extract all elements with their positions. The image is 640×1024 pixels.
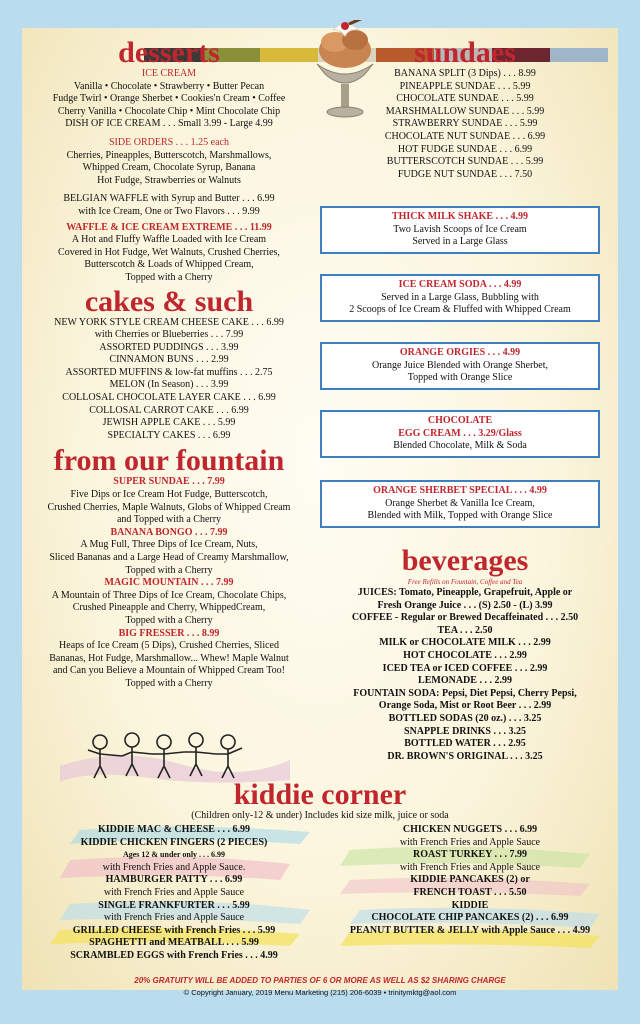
special-box [320, 410, 600, 458]
sundaes-section [360, 38, 570, 181]
cake-item: JEWISH APPLE CAKE . . . 5.99 [102, 417, 236, 429]
sundae-item: MARSHMALLOW SUNDAE . . . 5.99 [385, 105, 545, 117]
special-desc: Topped with Orange Slice [407, 372, 513, 384]
sundae-item: CHOCOLATE NUT SUNDAE . . . 6.99 [384, 130, 546, 142]
special-title: EGG CREAM . . . 3.29/Glass [398, 427, 522, 439]
fountain-item-desc: Sliced Bananas and a Large Head of Creamy Marshmallow, [49, 552, 289, 563]
dish-of-ice-cream: DISH OF ICE CREAM . . . Small 3.99 - Large 4.99 [65, 118, 273, 130]
beverage-item: ICED TEA or ICED COFFEE . . . 2.99 [382, 662, 548, 674]
beverage-item: JUICES: Tomato, Pineapple, Grapefruit, Apple or [357, 587, 573, 598]
beverages-title: beverages [401, 544, 529, 577]
kiddie-item: SCRAMBLED EGGS with French Fries . . . 4.99 [70, 949, 278, 961]
special-title: ICE CREAM SODA . . . 4.99 [398, 279, 522, 290]
special-desc: Blended Chocolate, Milk & Soda [393, 440, 527, 452]
sundae-item: STRAWBERRY SUNDAE . . . 5.99 [392, 118, 538, 130]
cake-item: MELON (In Season) . . . 3.99 [109, 379, 229, 391]
sundaes-title: sundaes [414, 36, 516, 69]
cake-item: SPECIALTY CAKES . . . 6.99 [107, 429, 231, 441]
cake-item: with Cherries or Blueberries . . . 7.99 [94, 329, 244, 341]
kiddie-item: with French Fries and Apple Sauce. [102, 861, 246, 873]
kiddie-item: with French Fries and Apple Sauce [399, 836, 541, 848]
kiddie-item: CHOCOLATE CHIP PANCAKES (2) . . . 6.99 [371, 912, 569, 924]
sundae-item: CHOCOLATE SUNDAE . . . 5.99 [396, 93, 534, 105]
flavor-line: Fudge Twirl • Orange Sherbet • Cookies'n Cream • Coffee [52, 93, 286, 105]
beverage-item: HOT CHOCOLATE . . . 2.99 [403, 649, 527, 661]
kiddie-right-list [330, 824, 610, 937]
special-desc: Two Lavish Scoops of Ice Cream [393, 223, 527, 235]
side-desc: Hot Fudge, Strawberries or Walnuts [97, 174, 241, 186]
gratuity-note: 20% GRATUITY WILL BE ADDED TO PARTIES OF 6 OR MORE AS WELL AS $2 SHARING CHARGE [134, 976, 506, 985]
fountain-item-desc: A Mug Full, Three Dips of Ice Cream, Nuts, [80, 539, 258, 551]
special-desc: Served in a Large Glass, Bubbling with [381, 291, 539, 303]
kiddie-left-list [44, 824, 304, 963]
fountain-item-desc: Topped with a Cherry [125, 614, 213, 626]
kiddie-item: KIDDIE PANCAKES (2) or [410, 874, 530, 886]
fountain-item-desc: Five Dips or Ice Cream Hot Fudge, Butterscotch, [70, 489, 268, 501]
fountain-item-desc: A Mountain of Three Dips of Ice Cream, Chocolate Chips, [51, 589, 287, 601]
kids-holding-hands-icon [60, 726, 290, 786]
beverage-item: FOUNTAIN SODA: Pepsi, Diet Pepsi, Cherry Pepsi, [353, 687, 577, 699]
fountain-list [24, 476, 314, 690]
special-desc: Blended with Milk, Topped with Orange Slice [367, 510, 553, 522]
special-desc: Served in a Large Glass [412, 236, 508, 248]
sundae-item: BANANA SPLIT (3 Dips) . . . 8.99 [394, 68, 536, 79]
kiddie-item: SINGLE FRANKFURTER . . . 5.99 [98, 899, 250, 911]
ice-cream-label: ICE CREAM [141, 68, 197, 79]
fountain-title: from our fountain [53, 444, 285, 478]
extreme-desc: Butterscotch & Loads of Whipped Cream, [84, 259, 254, 271]
beverage-item: SNAPPLE DRINKS . . . 3.25 [404, 725, 526, 737]
kiddie-item: with French Fries and Apple Sauce [103, 912, 245, 924]
sundae-item: HOT FUDGE SUNDAE . . . 6.99 [397, 143, 533, 155]
cakes-list [24, 317, 314, 443]
fountain-item-name: BIG FRESSER . . . 8.99 [118, 627, 220, 639]
side-desc: Whipped Cream, Chocolate Syrup, Banana [82, 162, 256, 174]
special-desc: Orange Juice Blended with Orange Sherbet, [371, 359, 549, 371]
fountain-item-name: MAGIC MOUNTAIN . . . 7.99 [104, 577, 234, 589]
beverage-item: COFFEE - Regular or Brewed Decaffeinated . . . 2.50 [351, 612, 579, 624]
sundae-item: FUDGE NUT SUNDAE . . . 7.50 [397, 168, 533, 180]
sundae-item: PINEAPPLE SUNDAE . . . 5.99 [399, 80, 531, 92]
flavor-line: Vanilla • Chocolate • Strawberry • Butter Pecan [73, 80, 265, 92]
desserts-title: desserts [118, 36, 220, 69]
kiddie-title: kiddie corner [233, 778, 407, 811]
special-desc: Orange Sherbet & Vanilla Ice Cream, [385, 497, 535, 509]
kiddie-item: KIDDIE [451, 899, 489, 911]
beverage-item: MILK or CHOCOLATE MILK . . . 2.99 [379, 637, 551, 649]
kiddie-item: FRENCH TOAST . . . 5.50 [413, 886, 527, 898]
fountain-item-desc: Bananas, Hot Fudge, Marshmallow... Whew! Maple Walnut [49, 652, 289, 664]
extreme-desc: Topped with a Cherry [125, 271, 213, 283]
sundae-item: BUTTERSCOTCH SUNDAE . . . 5.99 [386, 156, 544, 168]
beverages-note: Free Refills on Fountain, Coffee and Tea [407, 578, 523, 586]
beverage-item: BOTTLED WATER . . . 2.95 [404, 738, 526, 750]
cake-item: ASSORTED PUDDINGS . . . 3.99 [99, 341, 239, 353]
cake-item: CINNAMON BUNS . . . 2.99 [109, 354, 229, 366]
kiddie-item: with French Fries and Apple Sauce [399, 861, 541, 873]
side-orders-title: SIDE ORDERS . . . 1.25 each [109, 136, 229, 148]
beverage-item: Fresh Orange Juice . . . (S) 2.50 - (L) 3.99 [377, 599, 553, 611]
beverages-section [330, 546, 600, 763]
special-box [320, 342, 600, 390]
beverage-item: LEMONADE . . . 2.99 [418, 675, 512, 687]
kiddie-item: ROAST TURKEY . . . 7.99 [412, 849, 527, 861]
beverage-item: TEA . . . 2.50 [437, 624, 493, 636]
sundae-list [360, 68, 570, 181]
special-title: ORANGE SHERBET SPECIAL . . . 4.99 [373, 485, 547, 496]
fountain-item-desc: Topped with a Cherry [125, 564, 213, 576]
kiddie-item: CHICKEN NUGGETS . . . 6.99 [402, 824, 538, 835]
fountain-item-desc: and Can you Believe a Mountain of Whipped Cream Too! [53, 665, 285, 677]
kiddie-item: GRILLED CHEESE with French Fries . . . 5.99 [72, 924, 276, 936]
flavor-line: Cherry Vanilla • Chocolate Chip • Mint Chocolate Chip [57, 105, 281, 117]
kiddie-item: HAMBURGER PATTY . . . 6.99 [105, 874, 243, 886]
beverages-list [330, 587, 600, 763]
waffle-line: BELGIAN WAFFLE with Syrup and Butter . . . 6.99 [63, 193, 275, 205]
kiddie-subtitle: (Children only-12 & under) Includes kid size milk, juice or soda [191, 810, 449, 821]
kiddie-item: Ages 12 & under only . . . 6.99 [122, 850, 226, 860]
beverage-item: BOTTLED SODAS (20 oz.) . . . 3.25 [388, 712, 542, 724]
special-box [320, 480, 600, 528]
cake-item: NEW YORK STYLE CREAM CHEESE CAKE . . . 6.99 [54, 316, 284, 328]
special-title: ORANGE ORGIES . . . 4.99 [399, 347, 521, 358]
cake-item: ASSORTED MUFFINS & low-fat muffins . . . 2.75 [65, 366, 273, 378]
fountain-item-desc: Topped with a Cherry [125, 677, 213, 689]
fountain-item-desc: Crushed Cherries, Maple Walnuts, Globs of Whipped Cream [47, 501, 291, 513]
extreme-title: WAFFLE & ICE CREAM EXTREME . . . 11.99 [66, 221, 272, 233]
fountain-item-desc: Heaps of Ice Cream (5 Dips), Crushed Cherries, Sliced [59, 640, 279, 652]
extreme-desc: Covered in Hot Fudge, Wet Walnuts, Crushed Cherries, [58, 246, 280, 258]
waffle-line: with Ice Cream, One or Two Flavors . . . 9.99 [78, 205, 260, 217]
fountain-item-name: BANANA BONGO . . . 7.99 [110, 526, 228, 538]
special-box [320, 206, 600, 254]
copyright: © Copyright January, 2019 Menu Marketing (215) 206-6039 • trinitymktg@aol.com [183, 987, 457, 997]
kiddie-item: KIDDIE MAC & CHEESE . . . 6.99 [98, 824, 250, 835]
cake-item: COLLOSAL CARROT CAKE . . . 6.99 [89, 404, 249, 416]
extreme-desc: A Hot and Fluffy Waffle Loaded with Ice Cream [71, 234, 267, 246]
fountain-item-name: SUPER SUNDAE . . . 7.99 [113, 476, 225, 488]
fountain-item-desc: Crushed Pineapple and Cherry, WhippedCream, [72, 602, 266, 614]
kiddie-item: with French Fries and Apple Sauce [103, 886, 245, 898]
cakes-title: cakes & such [84, 284, 254, 318]
beverage-item: DR. BROWN'S ORIGINAL . . . 3.25 [387, 750, 543, 762]
fountain-item-desc: and Topped with a Cherry [116, 514, 222, 526]
kiddie-item: KIDDIE CHICKEN FINGERS (2 PIECES) [80, 836, 268, 848]
special-title: THICK MILK SHAKE . . . 4.99 [391, 211, 529, 222]
special-box [320, 274, 600, 322]
beverage-item: Orange Soda, Mist or Root Beer . . . 2.99 [378, 700, 552, 712]
cake-item: COLLOSAL CHOCOLATE LAYER CAKE . . . 6.99 [62, 392, 276, 404]
side-desc: Cherries, Pineapples, Butterscotch, Marshmallows, [66, 149, 272, 161]
kiddie-item: PEANUT BUTTER & JELLY with Apple Sauce . . . 4.99 [349, 924, 591, 936]
left-column [24, 38, 314, 691]
kiddie-item: SPAGHETTI and MEATBALL . . . 5.99 [89, 937, 259, 949]
special-desc: 2 Scoops of Ice Cream & Fluffed with Whipped Cream [349, 304, 571, 316]
special-title: CHOCOLATE [427, 415, 493, 426]
